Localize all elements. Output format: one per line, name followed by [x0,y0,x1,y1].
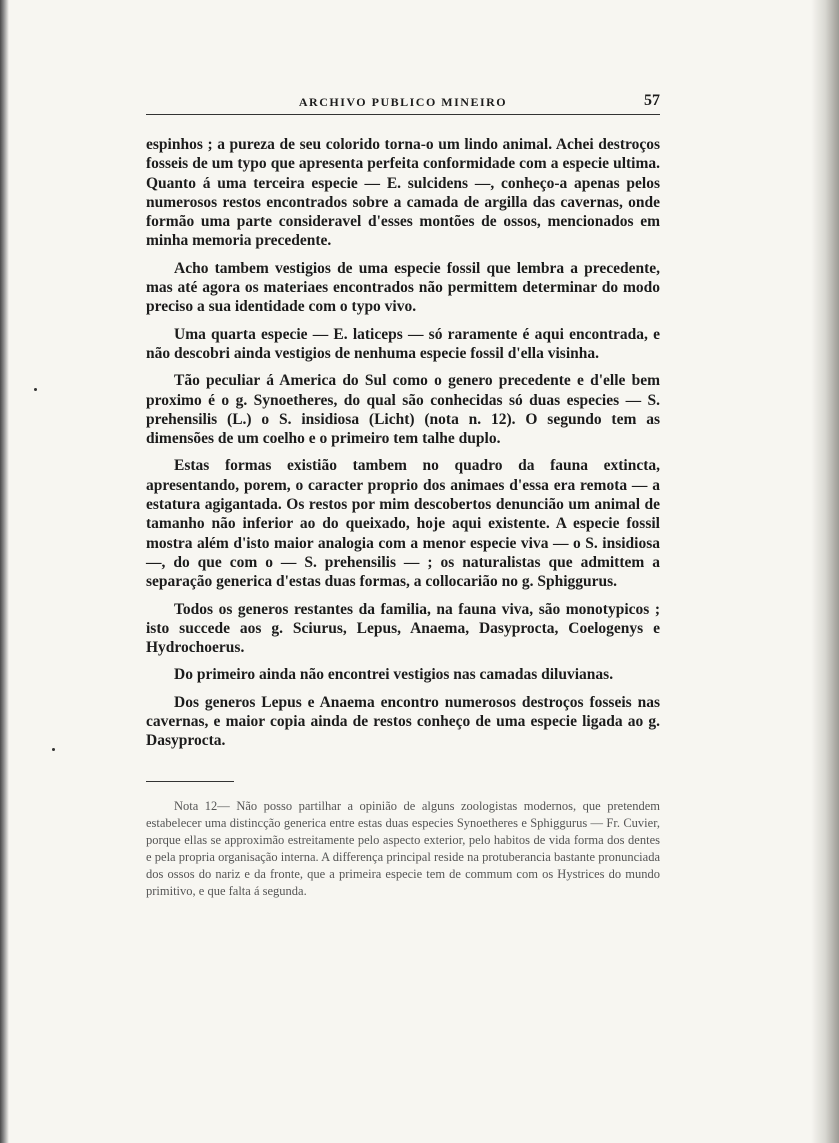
paragraph: espinhos ; a pureza de seu colorido torna-o um lindo animal. Achei destroços fosseis de um typo que apresenta perfeita conformidade com a especie ultima. Quanto á uma terceira especie — E. sulcidens —, conheço-a apenas pelos numerosos restos encontrados sobre a camada de argilla das cavernas, onde formão uma parte consideravel d'esses montões de ossos, mencionados em minha memoria precedente. [146,136,660,250]
paragraph: Uma quarta especie — E. laticeps — só raramente é aqui encontrada, e não descobri ainda vestigios de nenhuma especie fossil d'ella visinha. [146,325,660,362]
paragraph: Do primeiro ainda não encontrei vestigios nas camadas diluvianas. [174,666,614,684]
footnote: Nota 12— Não posso partilhar a opinião de alguns zoologistas modernos, que pretendem estabelecer uma distincção generica entre estas duas especies Synoetheres e Sphiggurus — Fr. Cuvier, porque ellas se approximão estreitamente pelo aspecto exterior, pelo habitos de vida forma dos dentes e pela propria organisação interna. A differença principal reside na protuberancia bastante pronunciada dos ossos do nariz e da fronte, que a primeira especie tem de commum com os Hystrices do mundo primitivo, e que falta á segunda. [146,798,660,898]
paragraph: Dos generos Lepus e Anaema encontro numerosos destroços fosseis nas cavernas, e maior copia ainda de restos conheço de uma especie ligada ao g. Dasyprocta. [146,693,660,750]
scan-left-edge [0,0,9,1143]
footnote-divider [146,781,234,782]
ink-speck [52,748,55,751]
paragraph: Todos os generos restantes da familia, na fauna viva, são monotypicos ; isto succede aos g. Sciurus, Lepus, Anaema, Dasyprocta, Coelogenys e Hydrochoerus. [146,600,660,657]
paragraph: Acho tambem vestigios de uma especie fossil que lembra a precedente, mas até agora os materiaes encontrados não permittem determinar do modo preciso a sua identidade com o typo vivo. [146,259,660,316]
paragraph: Tão peculiar á America do Sul como o genero precedente e d'elle bem proximo é o g. Synoetheres, do qual são conhecidas só duas especies — S. prehensilis (L.) o S. insidiosa (Licht) (nota n. 12). O segundo tem as dimensões de um coelho e o primeiro tem talhe duplo. [146,372,660,448]
header-title: ARCHIVO PUBLICO MINEIRO [298,95,508,109]
document-page [146,92,660,900]
paragraph: Estas formas existião tambem no quadro da fauna extincta, apresentando, porem, o caracter proprio dos animaes d'essa era remota — a estatura agigantada. Os restos por mim descobertos denuncião um animal de tamanho não inferior ao do queixado, hoje aqui existente. A especie fossil mostra além d'isto maior analogia com a menor especie viva — o S. insidiosa —, do que com o — S. prehensilis — ; os naturalistas que admittem a separação generica d'estas duas formas, a collocarião no g. Sphiggurus. [146,457,660,591]
ink-speck [34,388,37,391]
body-text [146,135,660,751]
page-number: 57 [644,92,660,109]
running-header [146,92,660,115]
scan-right-edge [811,0,839,1143]
